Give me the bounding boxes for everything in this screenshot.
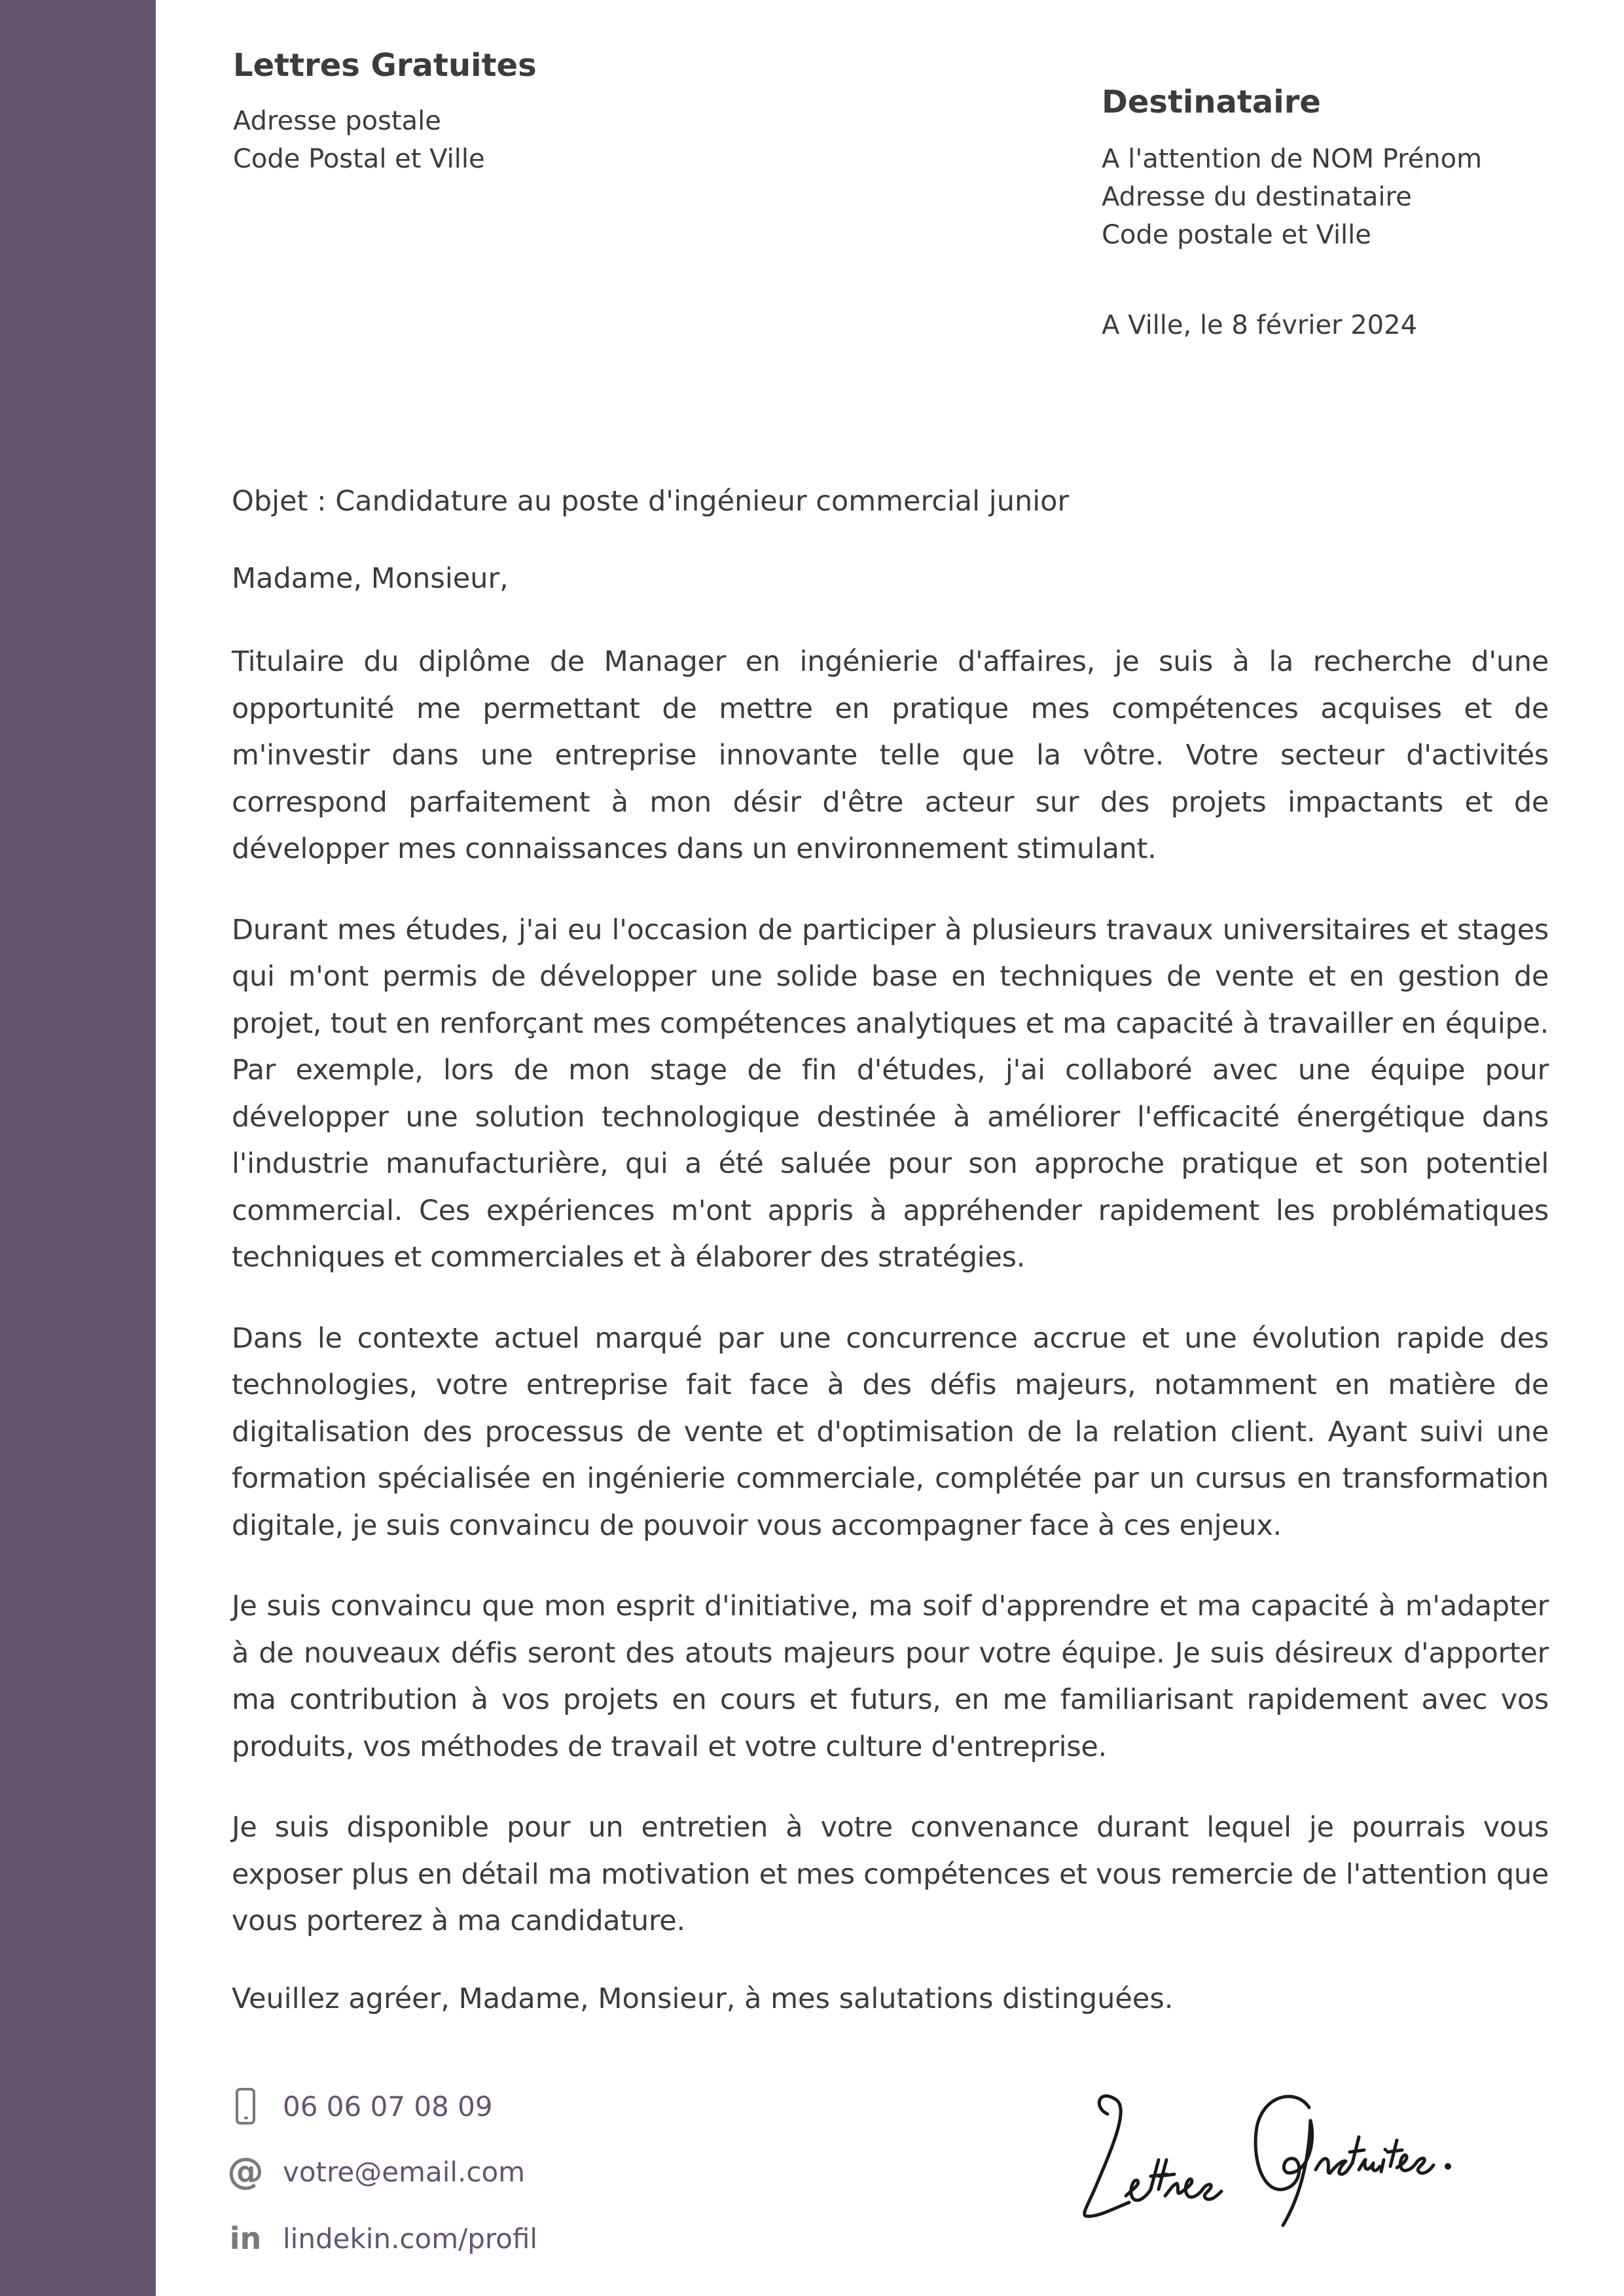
letter-salutation: Madame, Monsieur,	[232, 562, 509, 595]
phone-text: 06 06 07 08 09	[283, 2090, 493, 2123]
sender-name: Lettres Gratuites	[233, 47, 537, 84]
recipient-title: Destinataire	[1102, 84, 1321, 120]
linkedin-icon: in	[229, 2221, 262, 2256]
sender-address: Adresse postale	[233, 106, 441, 136]
contact-email[interactable]	[229, 2145, 818, 2198]
handwritten-signature	[1067, 2062, 1460, 2232]
letter-closing: Veuillez agréer, Madame, Monsieur, à mes salutations distinguées.	[232, 1982, 1174, 2015]
email-text[interactable]: votre@email.com	[283, 2155, 526, 2188]
at-sign-icon: @	[227, 2150, 264, 2193]
recipient-address: Adresse du destinataire	[1102, 182, 1412, 212]
paragraph-1: Titulaire du diplôme de Manager en ingénierie d'affaires, je suis à la recherche d'une opportunité me permettant de mettre en pratique mes compétences acquises et de m'investir dans une entreprise innovante telle que la vôtre. Votre secteur d'activités correspond parfaitement à mon désir d'être acteur sur des projets impactants et de développer mes connaissances dans un environnement stimulant.	[232, 645, 1549, 865]
contact-linkedin[interactable]	[229, 2212, 818, 2265]
contact-phone	[229, 2080, 818, 2132]
paragraph-5: Je suis disponible pour un entretien à votre convenance durant lequel je pourrais vous exposer plus en détail ma motivation et mes compétences et vous remercie de l'attention que vous porterez à ma candidature.	[232, 1811, 1549, 1937]
sidebar-band	[0, 0, 156, 2296]
sender-block	[233, 47, 822, 178]
letter-body	[232, 482, 1549, 2018]
paragraph-4: Je suis convaincu que mon esprit d'initiative, ma soif d'apprendre et ma capacité à m'adapter à de nouveaux défis seront des atouts majeurs pour votre équipe. Je suis désireux d'apporter ma contribution à vos projets en cours et futurs, en me familiarisant rapidement avec vos produits, vos méthodes de travail et votre culture d'entreprise.	[232, 1590, 1549, 1763]
recipient-block	[1102, 84, 1599, 254]
phone-icon	[229, 2083, 262, 2129]
letter-date: A Ville, le 8 février 2024	[1102, 310, 1418, 340]
recipient-attention: A l'attention de NOM Prénom	[1102, 144, 1483, 174]
linkedin-text[interactable]: lindekin.com/profil	[283, 2222, 538, 2255]
recipient-city: Code postale et Ville	[1102, 220, 1371, 250]
paragraph-2: Durant mes études, j'ai eu l'occasion de participer à plusieurs travaux universitaires et stages qui m'ont permis de développer une solide base en techniques de vente et en gestion de projet, tout en renforçant mes compétences analytiques et ma capacité à travailler en équipe. Par exemple, lors de mon stage de fin d'études, j'ai collaboré avec une équipe pour développer une solution technologique destinée à améliorer l'efficacité énergétique dans l'industrie manufacturière, qui a été saluée pour son approche pratique et son potentiel commercial. Ces expériences m'ont appris à appréhender rapidement les problématiques techniques et commerciales et à élaborer des stratégies.	[232, 913, 1549, 1274]
sender-city: Code Postal et Ville	[233, 144, 485, 174]
letter-subject: Objet : Candidature au poste d'ingénieur commercial junior	[232, 485, 1070, 518]
paragraph-3: Dans le contexte actuel marqué par une concurrence accrue et une évolution rapide des technologies, votre entreprise fait face à des défis majeurs, notamment en matière de digitalisation des processus de vente et d'optimisation de la relation client. Ayant suivi une formation spécialisée en ingénierie commerciale, complétée par un cursus en transformation digitale, je suis convaincu de pouvoir vous accompagner face à ces enjeux.	[232, 1321, 1549, 1542]
